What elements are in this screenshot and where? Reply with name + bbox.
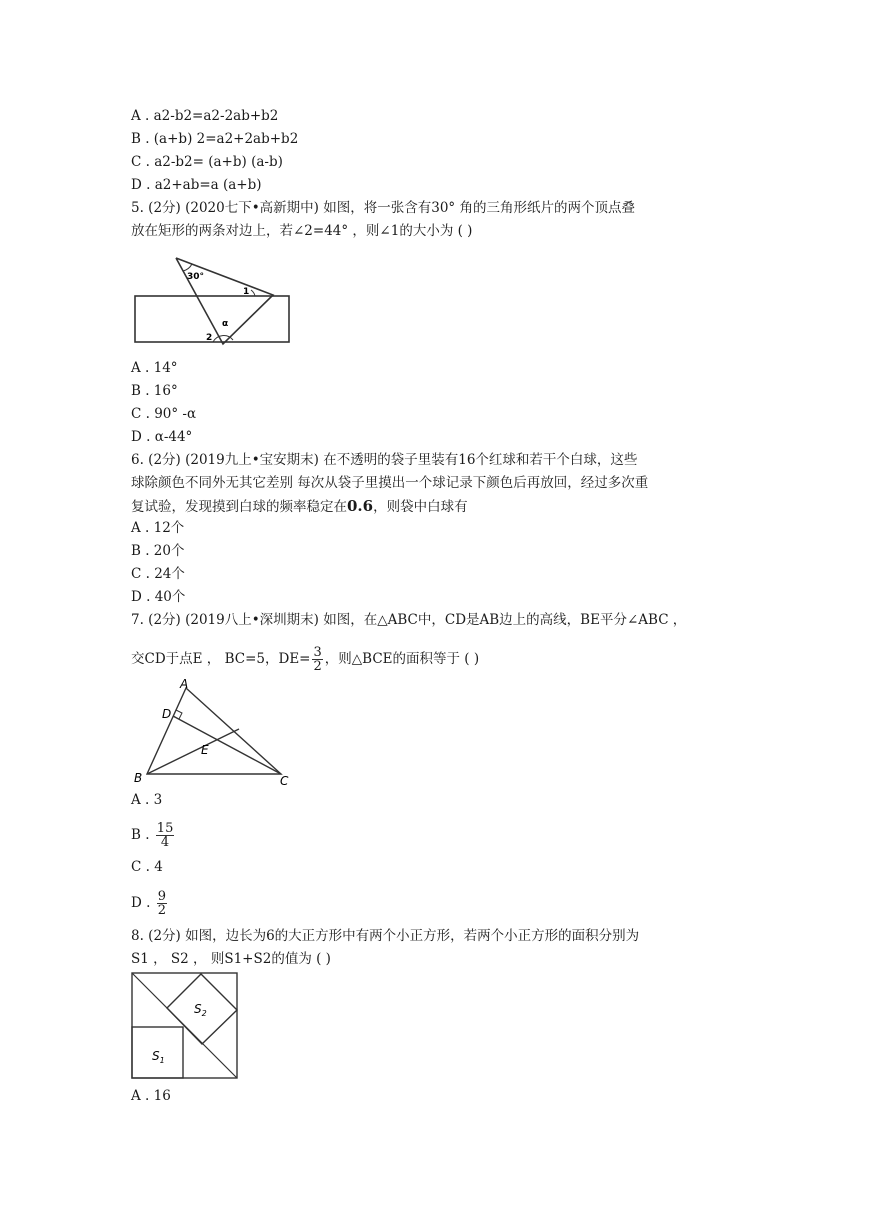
q7-option-b-den: 4 [160,835,170,850]
q6-stem-line2: 球除颜色不同外无其它差别 每次从袋子里摸出一个球记录下颜色后再放回，经过多次重 [131,475,649,491]
q7-option-b [131,822,176,849]
q7-stem-line2-pre: 交CD于点E ， BC=5，DE= [131,651,311,667]
q6-frequency-value: 0.6 [347,497,374,515]
q7-option-d-fraction [157,890,167,917]
q6-stem-line3-post: ，则袋中白球有 [373,499,468,515]
q5-label-1: 1 [243,287,250,297]
q6-option-d: D . 40个 [131,589,186,605]
q7-stem-line1: 7. (2分) (2019八上•深圳期末) 如图，在△ABC中，CD是AB边上的高线，BE平分∠ABC ， [131,612,687,628]
q7-option-b-prefix: B . [131,827,154,843]
q7-bisector-be [147,729,239,774]
q8-stem-line1: 8. (2分) 如图，边长为6的大正方形中有两个小正方形，若两个小正方形的面积分别为 [131,928,640,944]
q8-option-a: A . 16 [131,1088,171,1104]
q4-option-d: D . a2+ab=a (a+b) [131,177,262,193]
q5-stem-line2: 放在矩形的两条对边上，若∠2=44° ，则∠1的大小为 ( ) [131,223,473,239]
q5-stem-line1: 5. (2分) (2020七下•高新期中) 如图，将一张含有30° 角的三角形纸片的两个顶点叠 [131,200,635,216]
q5-option-c: C . 90° -α [131,406,197,422]
q6-option-c: C . 24个 [131,566,185,582]
q7-label-d: D [162,707,172,721]
q6-stem-line3-pre: 复试验，发现摸到白球的频率稳定在 [131,499,347,515]
q7-option-c: C . 4 [131,859,163,875]
q6-stem-line3 [131,496,468,517]
q5-label-30: 30° [187,272,205,282]
q7-label-c: C [280,774,289,788]
q7-fraction-de-den: 2 [313,659,322,674]
q8-label-s2: $S_2$ [194,1002,207,1018]
q7-option-d-den: 2 [157,903,166,918]
q7-triangle-abc [147,688,281,774]
q5-label-2: 2 [206,333,213,343]
q7-fraction-de [312,646,322,673]
q7-label-a: A [180,677,189,691]
q5-figure [133,254,293,350]
q7-option-d-prefix: D . [131,895,155,911]
q7-figure [131,676,296,788]
q7-stem-line2 [131,646,479,673]
q6-option-b: B . 20个 [131,543,185,559]
q7-option-d-num: 9 [157,889,166,904]
q4-option-c: C . a2-b2= (a+b) (a-b) [131,154,283,170]
q7-fraction-de-num: 3 [313,645,322,660]
q8-stem-line2: S1 ， S2 ， 则S1+S2的值为 ( ) [131,951,331,967]
q7-label-e: E [201,743,209,757]
q6-option-a: A . 12个 [131,520,185,536]
q7-stem-line2-post: ，则△BCE的面积等于 ( ) [324,651,480,667]
q7-option-b-num: 15 [156,821,174,836]
q7-option-b-fraction [156,822,175,849]
q7-label-b: B [134,771,143,785]
q7-option-a: A . 3 [131,792,163,808]
q5-option-a: A . 14° [131,360,178,376]
q4-option-a: A . a2-b2=a2-2ab+b2 [131,108,279,124]
q8-label-s1: $S_1$ [152,1049,165,1065]
q5-triangle [176,258,273,344]
q5-label-alpha: α [222,319,229,329]
q8-figure [131,972,239,1080]
q4-option-b: B . (a+b) 2=a2+2ab+b2 [131,131,299,147]
q7-option-d [131,890,169,917]
q5-option-b: B . 16° [131,383,178,399]
q5-option-d: D . α-44° [131,429,193,445]
q6-stem-line1: 6. (2分) (2019九上•宝安期末) 在不透明的袋子里装有16个红球和若干个白球，这些 [131,452,638,468]
